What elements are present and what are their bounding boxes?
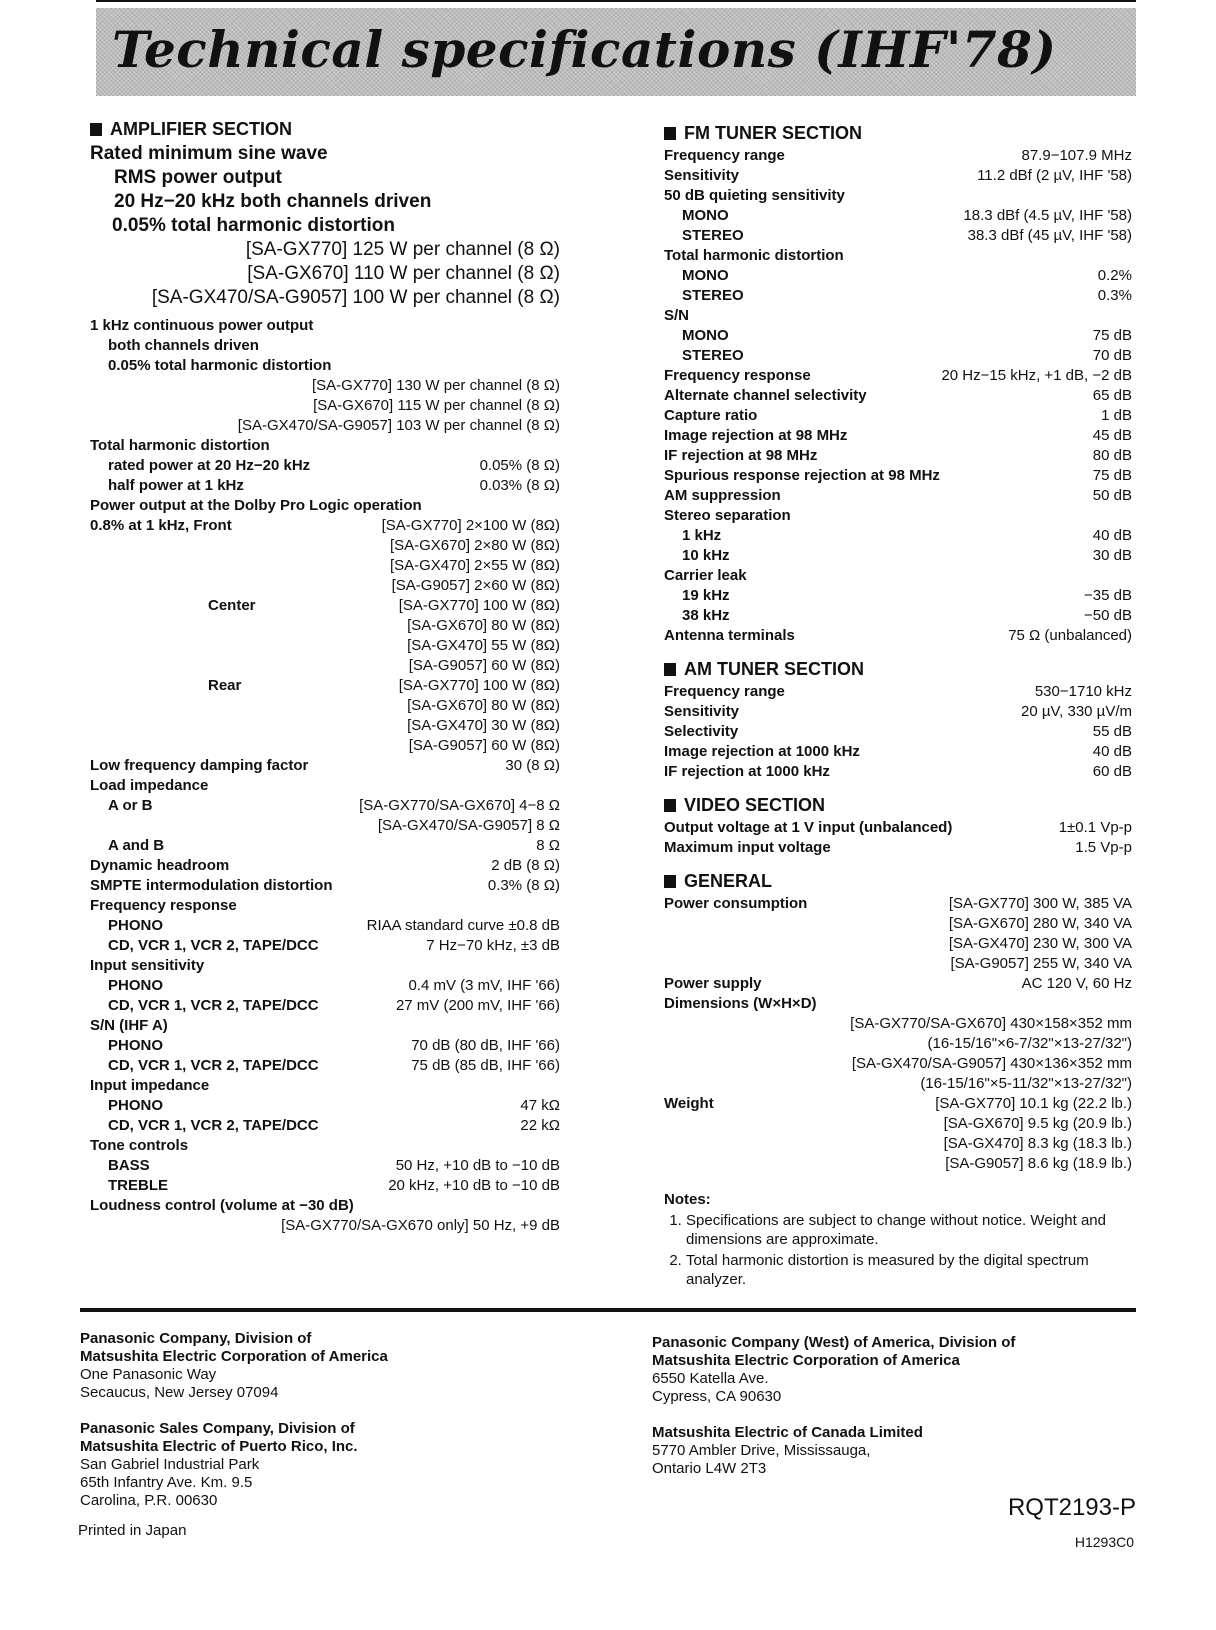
dim-value: (16-15/16"×5-11/32"×13-27/32") <box>920 1075 1132 1092</box>
am-row-value: 55 dB <box>1092 723 1132 740</box>
fm-heading: FM TUNER SECTION <box>664 120 1132 146</box>
freq-row-label: CD, VCR 1, VCR 2, TAPE/DCC <box>108 937 319 954</box>
notes <box>664 1190 1134 1291</box>
front-value: [SA-G9057] 2×60 W (8Ω) <box>391 577 560 594</box>
address-line: 6550 Katella Ave. <box>652 1370 769 1387</box>
supply-value: AC 120 V, 60 Hz <box>1021 975 1132 992</box>
fm-leak-row-label: 19 kHz <box>682 587 730 604</box>
weight-value: [SA-GX670] 9.5 kg (20.9 lb.) <box>943 1115 1132 1132</box>
freq-row-value: 7 Hz−70 kHz, ±3 dB <box>426 937 560 954</box>
dim-value: (16-15/16"×6-7/32"×13-27/32") <box>927 1035 1132 1052</box>
tone-label: Tone controls <box>90 1137 189 1154</box>
fm-sn-row-label: STEREO <box>682 347 744 364</box>
printed-in: Printed in Japan <box>78 1522 187 1539</box>
thd-label: Total harmonic distortion <box>90 437 270 454</box>
rear-value: [SA-GX770] 100 W (8Ω) <box>398 677 560 694</box>
general-heading: GENERAL <box>664 868 1132 894</box>
address-block <box>80 1330 388 1402</box>
fm-leak-label: Carrier leak <box>664 567 747 584</box>
weight-value: [SA-GX470] 8.3 kg (18.3 lb.) <box>943 1135 1132 1152</box>
rated-line-2: RMS power output <box>114 167 282 188</box>
load-aorb-label: A or B <box>108 797 153 814</box>
smpte-label: SMPTE intermodulation distortion <box>90 877 333 894</box>
fm-row-label: Frequency response <box>664 367 811 384</box>
video-heading: VIDEO SECTION <box>664 792 1132 818</box>
dim-value: [SA-GX770/SA-GX670] 430×158×352 mm <box>850 1015 1132 1032</box>
freq-row-value: RIAA standard curve ±0.8 dB <box>366 917 560 934</box>
fm-sn-row-value: 75 dB <box>1092 327 1132 344</box>
fm-quiet-row-label: MONO <box>682 207 729 224</box>
center-value: [SA-G9057] 60 W (8Ω) <box>408 657 560 674</box>
address-line: Ontario L4W 2T3 <box>652 1460 767 1477</box>
am-row-value: 40 dB <box>1092 743 1132 760</box>
fm-thd-row-value: 0.3% <box>1097 287 1132 304</box>
rear-label: Rear <box>208 677 242 694</box>
am-row-value: 60 dB <box>1092 763 1132 780</box>
rated-value: [SA-GX770] 125 W per channel (8 Ω) <box>245 239 560 260</box>
video-row-value: 1±0.1 Vp-p <box>1058 819 1132 836</box>
document-code: RQT2193-P <box>1007 1494 1136 1521</box>
notes-heading: Notes: <box>664 1191 711 1208</box>
fm-row-label: IF rejection at 98 MHz <box>664 447 818 464</box>
sn-row-label: PHONO <box>108 1037 164 1054</box>
address-line: 65th Infantry Ave. Km. 9.5 <box>80 1474 253 1491</box>
fm-sn-row-value: 70 dB <box>1092 347 1132 364</box>
weight-value: [SA-GX770] 10.1 kg (22.2 lb.) <box>935 1095 1132 1112</box>
am-row-value: 530−1710 kHz <box>1034 683 1132 700</box>
addresses-right <box>652 1334 1015 1496</box>
fm-row-value: 20 Hz−15 kHz, +1 dB, −2 dB <box>941 367 1132 384</box>
fm-leak-row-value: −50 dB <box>1084 607 1132 624</box>
tone-row-value: 20 kHz, +10 dB to −10 dB <box>388 1177 560 1194</box>
imp-row-value: 47 kΩ <box>520 1097 560 1114</box>
rated-line-1: Rated minimum sine wave <box>90 143 328 164</box>
bullet-square-icon <box>90 123 102 136</box>
am-row-label: Image rejection at 1000 kHz <box>664 743 860 760</box>
headroom-value: 2 dB (8 Ω) <box>491 857 560 874</box>
fm-quiet-row-value: 18.3 dBf (4.5 µV, IHF '58) <box>963 207 1132 224</box>
fm-sn-label: S/N <box>664 307 690 324</box>
address-company: Matsushita Electric Corporation of America <box>80 1348 388 1365</box>
fm-row-value: 1 dB <box>1101 407 1132 424</box>
front-value: [SA-GX670] 2×80 W (8Ω) <box>389 537 560 554</box>
top-rule <box>96 0 1136 2</box>
fm-sep-row-label: 10 kHz <box>682 547 730 564</box>
fm-sn-row-label: MONO <box>682 327 729 344</box>
rated-line-4: 0.05% total harmonic distortion <box>112 215 395 236</box>
smpte-value: 0.3% (8 Ω) <box>487 877 560 894</box>
fm-thd-row-label: STEREO <box>682 287 744 304</box>
bullet-square-icon <box>664 127 676 140</box>
address-block <box>652 1424 1015 1478</box>
cont-label: 1 kHz continuous power output <box>90 317 314 334</box>
load-ab-value: 8 Ω <box>536 837 560 854</box>
loudness-label: Loudness control (volume at −30 dB) <box>90 1197 354 1214</box>
tone-row-label: BASS <box>108 1157 150 1174</box>
address-line: Carolina, P.R. 00630 <box>80 1492 218 1509</box>
address-line: One Panasonic Way <box>80 1366 217 1383</box>
am-row-label: Frequency range <box>664 683 785 700</box>
fm-row-value: 65 dB <box>1092 387 1132 404</box>
video-row-label: Output voltage at 1 V input (unbalanced) <box>664 819 953 836</box>
center-value: [SA-GX770] 100 W (8Ω) <box>398 597 560 614</box>
bullet-square-icon <box>664 663 676 676</box>
load-aorb-value: [SA-GX470/SA-G9057] 8 Ω <box>377 817 560 834</box>
am-heading: AM TUNER SECTION <box>664 656 1132 682</box>
fm-sep-label: Stereo separation <box>664 507 791 524</box>
am-row-label: IF rejection at 1000 kHz <box>664 763 830 780</box>
fm-ant-label: Antenna terminals <box>664 627 795 644</box>
cont-label: 0.05% total harmonic distortion <box>108 357 332 374</box>
dolby-label: Power output at the Dolby Pro Logic operation <box>90 497 422 514</box>
footer-divider <box>80 1308 1136 1312</box>
load-aorb-value: [SA-GX770/SA-GX670] 4−8 Ω <box>359 797 560 814</box>
sn-label: S/N (IHF A) <box>90 1017 168 1034</box>
damping-value: 30 (8 Ω) <box>505 757 560 774</box>
fm-row-label: Alternate channel selectivity <box>664 387 867 404</box>
fm-row-label: Spurious response rejection at 98 MHz <box>664 467 940 484</box>
dim-label: Dimensions (W×H×D) <box>664 995 817 1012</box>
headroom-label: Dynamic headroom <box>90 857 230 874</box>
cont-value: [SA-GX470/SA-G9057] 103 W per channel (8 Ω) <box>237 417 560 434</box>
address-line: Secaucus, New Jersey 07094 <box>80 1384 279 1401</box>
bullet-square-icon <box>664 875 676 888</box>
address-company: Matsushita Electric Corporation of America <box>652 1352 960 1369</box>
address-company: Panasonic Company (West) of America, Division of <box>652 1334 1016 1351</box>
rated-value: [SA-GX670] 110 W per channel (8 Ω) <box>247 263 560 284</box>
address-company: Matsushita Electric of Puerto Rico, Inc. <box>80 1438 358 1455</box>
sens-row-value: 27 mV (200 mV, IHF '66) <box>395 997 560 1014</box>
fm-sens-value: 11.2 dBf (2 µV, IHF '58) <box>977 167 1132 184</box>
am-row-value: 20 µV, 330 µV/m <box>1021 703 1132 720</box>
note-item: 2. Total harmonic distortion is measured by the digital spectrum analyzer. <box>686 1251 1134 1289</box>
cont-value: [SA-GX670] 115 W per channel (8 Ω) <box>313 397 560 414</box>
rear-value: [SA-GX670] 80 W (8Ω) <box>407 697 560 714</box>
fm-sens-label: Sensitivity <box>664 167 740 184</box>
thd-row-label: half power at 1 kHz <box>108 477 244 494</box>
load-label: Load impedance <box>90 777 209 794</box>
am-row-label: Sensitivity <box>664 703 740 720</box>
weight-value: [SA-G9057] 8.6 kg (18.9 lb.) <box>945 1155 1132 1172</box>
address-line: San Gabriel Industrial Park <box>80 1456 260 1473</box>
power-value: [SA-GX770] 300 W, 385 VA <box>948 895 1132 912</box>
fm-sep-row-value: 30 dB <box>1092 547 1132 564</box>
fm-quiet-label: 50 dB quieting sensitivity <box>664 187 845 204</box>
thd-row-label: rated power at 20 Hz−20 kHz <box>108 457 311 474</box>
address-line: Cypress, CA 90630 <box>652 1388 782 1405</box>
imp-row-label: CD, VCR 1, VCR 2, TAPE/DCC <box>108 1117 319 1134</box>
rear-value: [SA-GX470] 30 W (8Ω) <box>407 717 560 734</box>
fm-freq-label: Frequency range <box>664 147 785 164</box>
fm-row-value: 50 dB <box>1092 487 1132 504</box>
sn-row-label: CD, VCR 1, VCR 2, TAPE/DCC <box>108 1057 319 1074</box>
center-label: Center <box>208 597 256 614</box>
address-block <box>652 1334 1015 1406</box>
page-title: Technical specifications (IHF'78) <box>112 20 1057 79</box>
fm-thd-row-label: MONO <box>682 267 729 284</box>
sens-row-value: 0.4 mV (3 mV, IHF '66) <box>408 977 560 994</box>
fm-row-value: 75 dB <box>1092 467 1132 484</box>
video-row-value: 1.5 Vp-p <box>1075 839 1132 856</box>
tone-row-value: 50 Hz, +10 dB to −10 dB <box>395 1157 560 1174</box>
bullet-square-icon <box>664 799 676 812</box>
power-label: Power consumption <box>664 895 808 912</box>
fm-row-label: AM suppression <box>664 487 781 504</box>
sens-row-label: CD, VCR 1, VCR 2, TAPE/DCC <box>108 997 319 1014</box>
power-value: [SA-GX470] 230 W, 300 VA <box>948 935 1132 952</box>
imp-row-label: PHONO <box>108 1097 164 1114</box>
fm-quiet-row-label: STEREO <box>682 227 744 244</box>
document-subcode: H1293C0 <box>1074 1534 1134 1550</box>
loudness-value: [SA-GX770/SA-GX670 only] 50 Hz, +9 dB <box>281 1217 560 1234</box>
amplifier-column <box>90 116 560 1236</box>
fm-thd-row-value: 0.2% <box>1097 267 1132 284</box>
fm-leak-row-value: −35 dB <box>1084 587 1132 604</box>
address-company: Matsushita Electric of Canada Limited <box>652 1424 923 1441</box>
front-value: [SA-GX470] 2×55 W (8Ω) <box>389 557 560 574</box>
dim-value: [SA-GX470/SA-G9057] 430×136×352 mm <box>851 1055 1132 1072</box>
fm-ant-value: 75 Ω (unbalanced) <box>1008 627 1132 644</box>
video-row-label: Maximum input voltage <box>664 839 831 856</box>
fm-sep-row-value: 40 dB <box>1092 527 1132 544</box>
freq-row-label: PHONO <box>108 917 164 934</box>
front-value: [SA-GX770] 2×100 W (8Ω) <box>381 517 560 534</box>
fm-row-value: 80 dB <box>1092 447 1132 464</box>
address-company: Panasonic Company, Division of <box>80 1330 312 1347</box>
thd-row-value: 0.05% (8 Ω) <box>479 457 560 474</box>
fm-freq-value: 87.9−107.9 MHz <box>1021 147 1132 164</box>
am-row-label: Selectivity <box>664 723 739 740</box>
sn-row-value: 70 dB (80 dB, IHF '66) <box>411 1037 560 1054</box>
rear-value: [SA-G9057] 60 W (8Ω) <box>408 737 560 754</box>
rated-line-3: 20 Hz−20 kHz both channels driven <box>114 191 432 212</box>
tuner-column <box>664 120 1132 1174</box>
center-value: [SA-GX670] 80 W (8Ω) <box>407 617 560 634</box>
freq-label: Frequency response <box>90 897 237 914</box>
fm-row-label: Image rejection at 98 MHz <box>664 427 848 444</box>
supply-label: Power supply <box>664 975 762 992</box>
load-ab-label: A and B <box>108 837 165 854</box>
imp-row-value: 22 kΩ <box>520 1117 560 1134</box>
address-company: Panasonic Sales Company, Division of <box>80 1420 355 1437</box>
note-item: 1. Specifications are subject to change without notice. Weight and dimensions are approximate. <box>686 1211 1134 1249</box>
front-label: 0.8% at 1 kHz, Front <box>90 517 232 534</box>
sens-row-label: PHONO <box>108 977 164 994</box>
power-value: [SA-G9057] 255 W, 340 VA <box>950 955 1132 972</box>
center-value: [SA-GX470] 55 W (8Ω) <box>407 637 560 654</box>
addresses-left <box>80 1330 388 1528</box>
tone-row-label: TREBLE <box>108 1177 168 1194</box>
fm-quiet-row-value: 38.3 dBf (45 µV, IHF '58) <box>967 227 1132 244</box>
weight-label: Weight <box>664 1095 714 1112</box>
rated-value: [SA-GX470/SA-G9057] 100 W per channel (8 Ω) <box>151 287 560 308</box>
damping-label: Low frequency damping factor <box>90 757 309 774</box>
fm-sep-row-label: 1 kHz <box>682 527 722 544</box>
fm-row-label: Capture ratio <box>664 407 758 424</box>
address-block <box>80 1420 388 1510</box>
imp-label: Input impedance <box>90 1077 210 1094</box>
cont-value: [SA-GX770] 130 W per channel (8 Ω) <box>312 377 560 394</box>
sens-label: Input sensitivity <box>90 957 205 974</box>
thd-row-value: 0.03% (8 Ω) <box>479 477 560 494</box>
cont-label: both channels driven <box>108 337 259 354</box>
fm-row-value: 45 dB <box>1092 427 1132 444</box>
address-line: 5770 Ambler Drive, Mississauga, <box>652 1442 871 1459</box>
amplifier-heading: AMPLIFIER SECTION <box>90 116 560 142</box>
sn-row-value: 75 dB (85 dB, IHF '66) <box>411 1057 560 1074</box>
fm-thd-label: Total harmonic distortion <box>664 247 844 264</box>
power-value: [SA-GX670] 280 W, 340 VA <box>948 915 1132 932</box>
fm-leak-row-label: 38 kHz <box>682 607 730 624</box>
